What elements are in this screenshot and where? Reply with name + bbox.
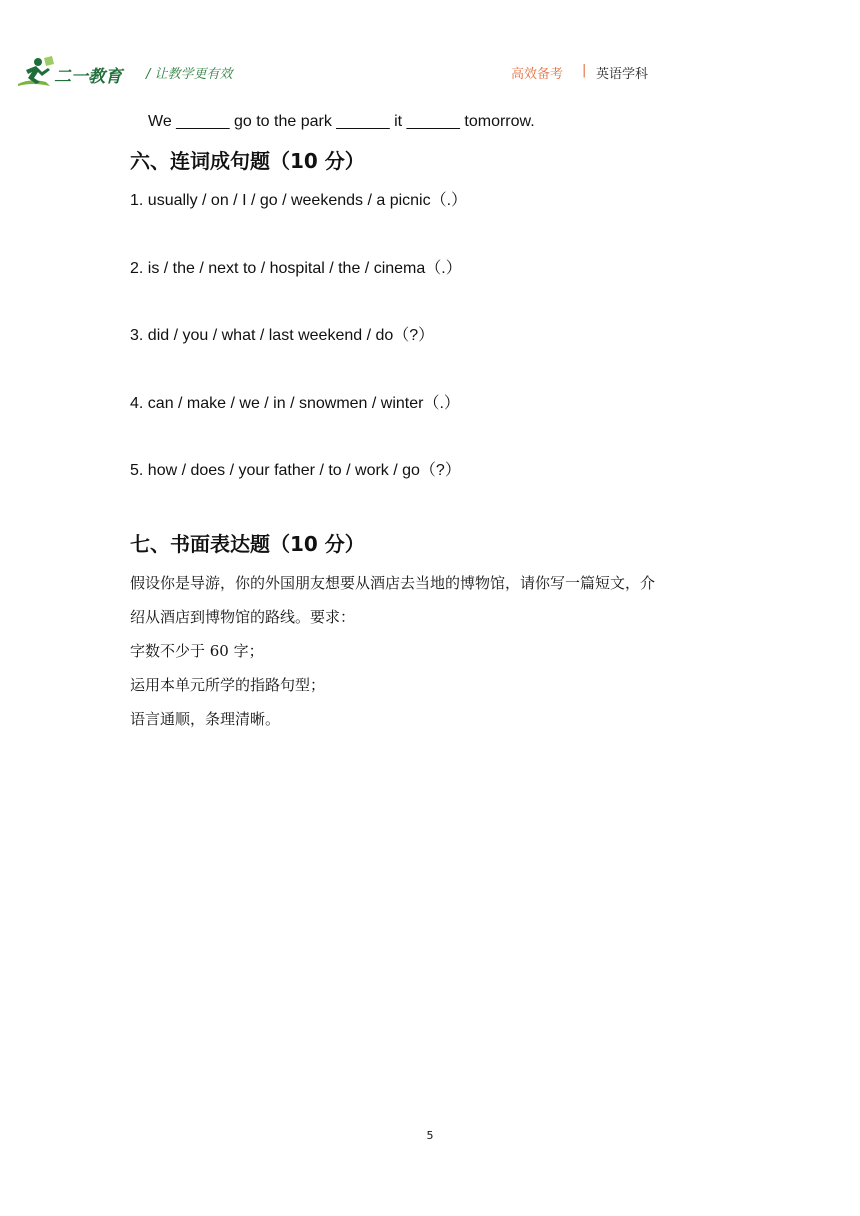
requirement-line: 字数不少于 60 字；: [130, 642, 264, 660]
runner-logo-icon: [16, 56, 56, 88]
section-7-title: 七、书面表达题（10 分）: [130, 532, 365, 556]
requirement-line: 语言通顺，条理清晰。: [130, 710, 281, 728]
question-item: 4. can / make / we / in / snowmen / winter（.）: [130, 395, 460, 412]
page-header: [0, 0, 860, 100]
logo-text: 二一教育: [54, 67, 122, 87]
question-item: 2. is / the / next to / hospital / the / cinema（.）: [130, 260, 462, 277]
subject-label: 英语学科: [596, 67, 649, 82]
section-6-title: 六、连词成句题（10 分）: [130, 149, 365, 173]
question-item: 3. did / you / what / last weekend / do（?）: [130, 327, 435, 344]
page-number: 5: [426, 1129, 434, 1142]
header-divider: |: [582, 63, 587, 78]
prompt-line: 假设你是导游，你的外国朋友想要从酒店去当地的博物馆，请你写一篇短文，介: [130, 574, 656, 592]
prompt-line: 绍从酒店到博物馆的路线。要求：: [130, 608, 356, 626]
fill-blank-sentence: We ______ go to the park ______ it ______ tomorrow.: [148, 113, 535, 130]
exam-tag: 高效备考: [511, 67, 564, 82]
requirement-line: 运用本单元所学的指路句型；: [130, 676, 326, 694]
logo: [16, 56, 126, 88]
slogan: / 让教学更有效: [146, 67, 233, 82]
question-item: 1. usually / on / I / go / weekends / a picnic（.）: [130, 192, 468, 209]
question-item: 5. how / does / your father / to / work / go（?）: [130, 462, 461, 479]
